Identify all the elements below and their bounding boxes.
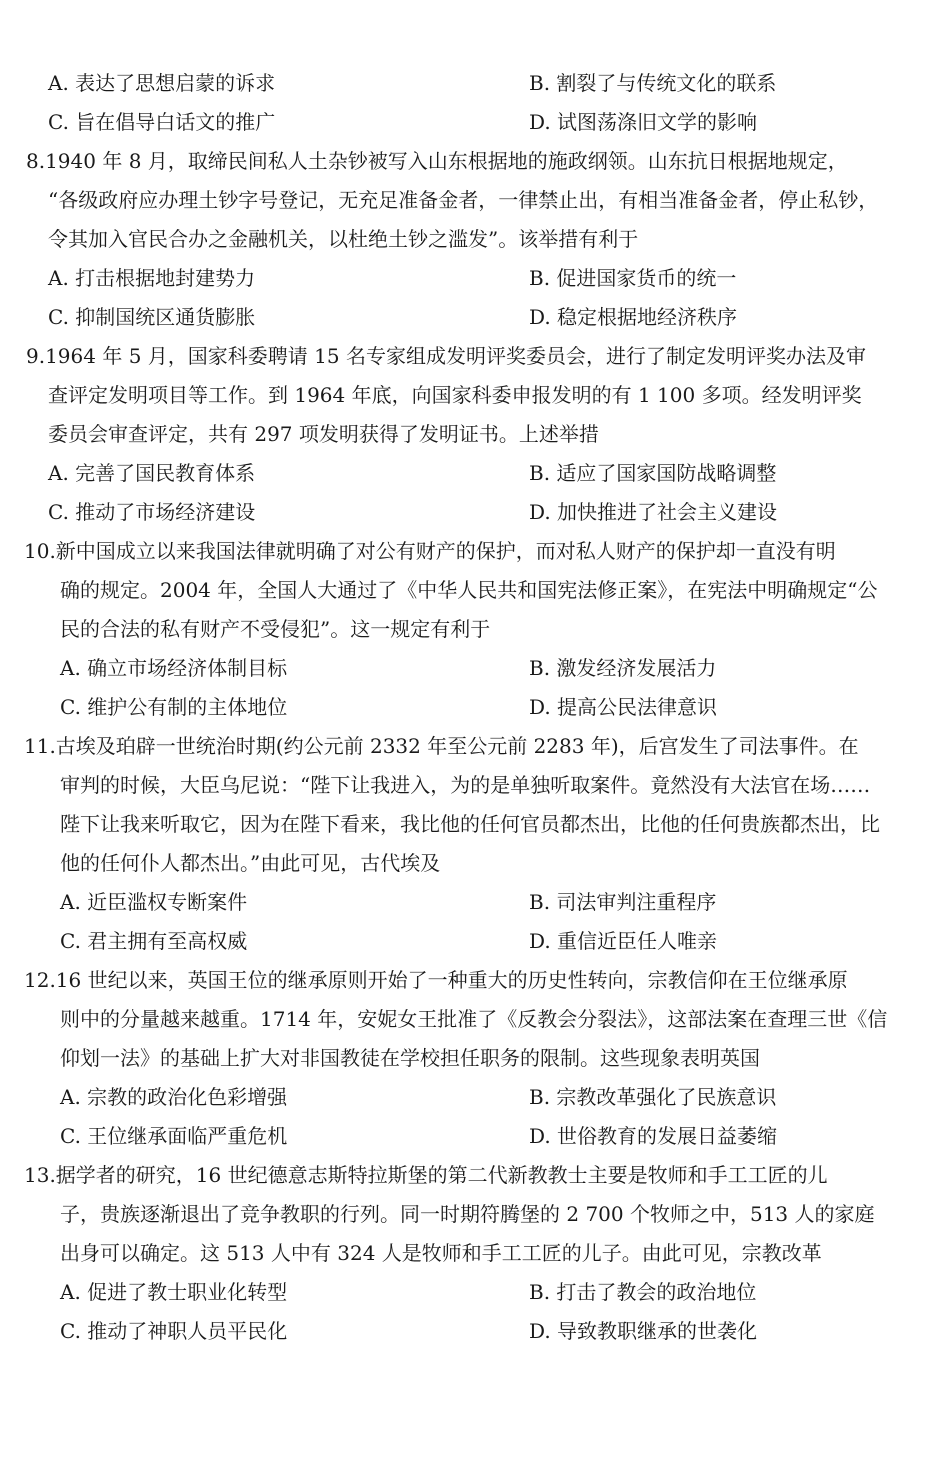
option-b: B. 适应了国家国防战略调整 xyxy=(529,461,777,485)
question-9-stem-line: 委员会审查评定，共有 297 项发明获得了发明证书。上述举措 xyxy=(48,422,599,446)
option-a: A. 表达了思想启蒙的诉求 xyxy=(48,71,276,95)
option-row xyxy=(0,883,950,922)
option-c: C. 抑制国统区通货膨胀 xyxy=(48,305,256,329)
option-a: A. 近臣滥权专断案件 xyxy=(60,890,248,914)
option-b: B. 激发经济发展活力 xyxy=(529,656,717,680)
question-11-stem-line: 11.古埃及珀辟一世统治时期(约公元前 2332 年至公元前 2283 年)，后宫发生了司法事件。在 xyxy=(24,734,859,758)
question-9-stem-line: 查评定发明项目等工作。到 1964 年底，向国家科委申报发明的有 1 100 多项。经发明评奖 xyxy=(48,383,862,407)
option-b: B. 司法审判注重程序 xyxy=(529,890,717,914)
question-12-stem-line: 则中的分量越来越重。1714 年，安妮女王批准了《反教会分裂法》，这部法案在查理三世《信 xyxy=(60,1007,888,1031)
option-d: D. 重信近臣任人唯亲 xyxy=(529,929,718,953)
option-c: C. 推动了市场经济建设 xyxy=(48,500,256,524)
option-a: A. 促进了教士职业化转型 xyxy=(60,1280,288,1304)
option-d: D. 提高公民法律意识 xyxy=(529,695,718,719)
option-row xyxy=(0,259,950,298)
option-a: A. 打击根据地封建势力 xyxy=(48,266,256,290)
question-11-stem-line: 陛下让我来听取它，因为在陛下看来，我比他的任何官员都杰出，比他的任何贵族都杰出，比 xyxy=(60,812,880,836)
option-d: D. 世俗教育的发展日益萎缩 xyxy=(529,1124,778,1148)
option-row xyxy=(0,298,950,337)
option-c: C. 王位继承面临严重危机 xyxy=(60,1124,288,1148)
option-row xyxy=(0,454,950,493)
question-10-stem-line: 10.新中国成立以来我国法律就明确了对公有财产的保护，而对私人财产的保护却一直没有明 xyxy=(24,539,836,563)
option-row xyxy=(0,1117,950,1156)
question-9-stem-line: 9.1964 年 5 月，国家科委聘请 15 名专家组成发明评奖委员会，进行了制定发明评奖办法及审 xyxy=(26,344,866,368)
option-c: C. 维护公有制的主体地位 xyxy=(60,695,288,719)
option-b: B. 割裂了与传统文化的联系 xyxy=(529,71,777,95)
question-8-stem-line: 8.1940 年 8 月，取缔民间私人土杂钞被写入山东根据地的施政纲领。山东抗日根据地规定， xyxy=(26,149,848,173)
option-row xyxy=(0,649,950,688)
option-c: C. 君主拥有至高权威 xyxy=(60,929,248,953)
question-11-stem-line: 他的任何仆人都杰出。”由此可见，古代埃及 xyxy=(60,851,441,875)
option-row xyxy=(0,103,950,142)
question-10-stem-line: 确的规定。2004 年，全国人大通过了《中华人民共和国宪法修正案》，在宪法中明确规定“公 xyxy=(60,578,878,602)
question-12-stem-line: 12.16 世纪以来，英国王位的继承原则开始了一种重大的历史性转向，宗教信仰在王位继承原 xyxy=(24,968,848,992)
option-row xyxy=(0,922,950,961)
option-row xyxy=(0,1273,950,1312)
question-13-stem-line: 子，贵族逐渐退出了竞争教职的行列。同一时期符腾堡的 2 700 个牧师之中，513 人的家庭 xyxy=(60,1202,875,1226)
option-b: B. 打击了教会的政治地位 xyxy=(529,1280,757,1304)
question-12-stem-line: 仰划一法》的基础上扩大对非国教徒在学校担任职务的限制。这些现象表明英国 xyxy=(60,1046,760,1070)
option-c: C. 推动了神职人员平民化 xyxy=(60,1319,288,1343)
option-b: B. 促进国家货币的统一 xyxy=(529,266,737,290)
option-c: C. 旨在倡导白话文的推广 xyxy=(48,110,276,134)
option-d: D. 加快推进了社会主义建设 xyxy=(529,500,778,524)
question-13-stem-line: 13.据学者的研究，16 世纪德意志斯特拉斯堡的第二代新教教士主要是牧师和手工工匠的儿 xyxy=(24,1163,828,1187)
option-a: A. 完善了国民教育体系 xyxy=(48,461,256,485)
question-8-stem-line: 令其加入官民合办之金融机关，以杜绝土钞之滥发”。该举措有利于 xyxy=(48,227,639,251)
option-a: A. 确立市场经济体制目标 xyxy=(60,656,288,680)
option-d: D. 导致教职继承的世袭化 xyxy=(529,1319,758,1343)
option-a: A. 宗教的政治化色彩增强 xyxy=(60,1085,288,1109)
option-d: D. 稳定根据地经济秩序 xyxy=(529,305,738,329)
option-b: B. 宗教改革强化了民族意识 xyxy=(529,1085,777,1109)
option-d: D. 试图荡涤旧文学的影响 xyxy=(529,110,758,134)
question-10-stem-line: 民的合法的私有财产不受侵犯”。这一规定有利于 xyxy=(60,617,491,641)
option-row xyxy=(0,1078,950,1117)
question-11-stem-line: 审判的时候，大臣乌尼说：“陛下让我进入，为的是单独听取案件。竟然没有大法官在场…… xyxy=(60,773,871,797)
option-row xyxy=(0,688,950,727)
option-row xyxy=(0,64,950,103)
question-13-stem-line: 出身可以确定。这 513 人中有 324 人是牧师和手工工匠的儿子。由此可见，宗教改革 xyxy=(60,1241,822,1265)
option-row xyxy=(0,1312,950,1351)
question-8-stem-line: “各级政府应办理土钞字号登记，无充足准备金者，一律禁止出，有相当准备金者，停止私钞， xyxy=(48,188,879,212)
option-row xyxy=(0,493,950,532)
